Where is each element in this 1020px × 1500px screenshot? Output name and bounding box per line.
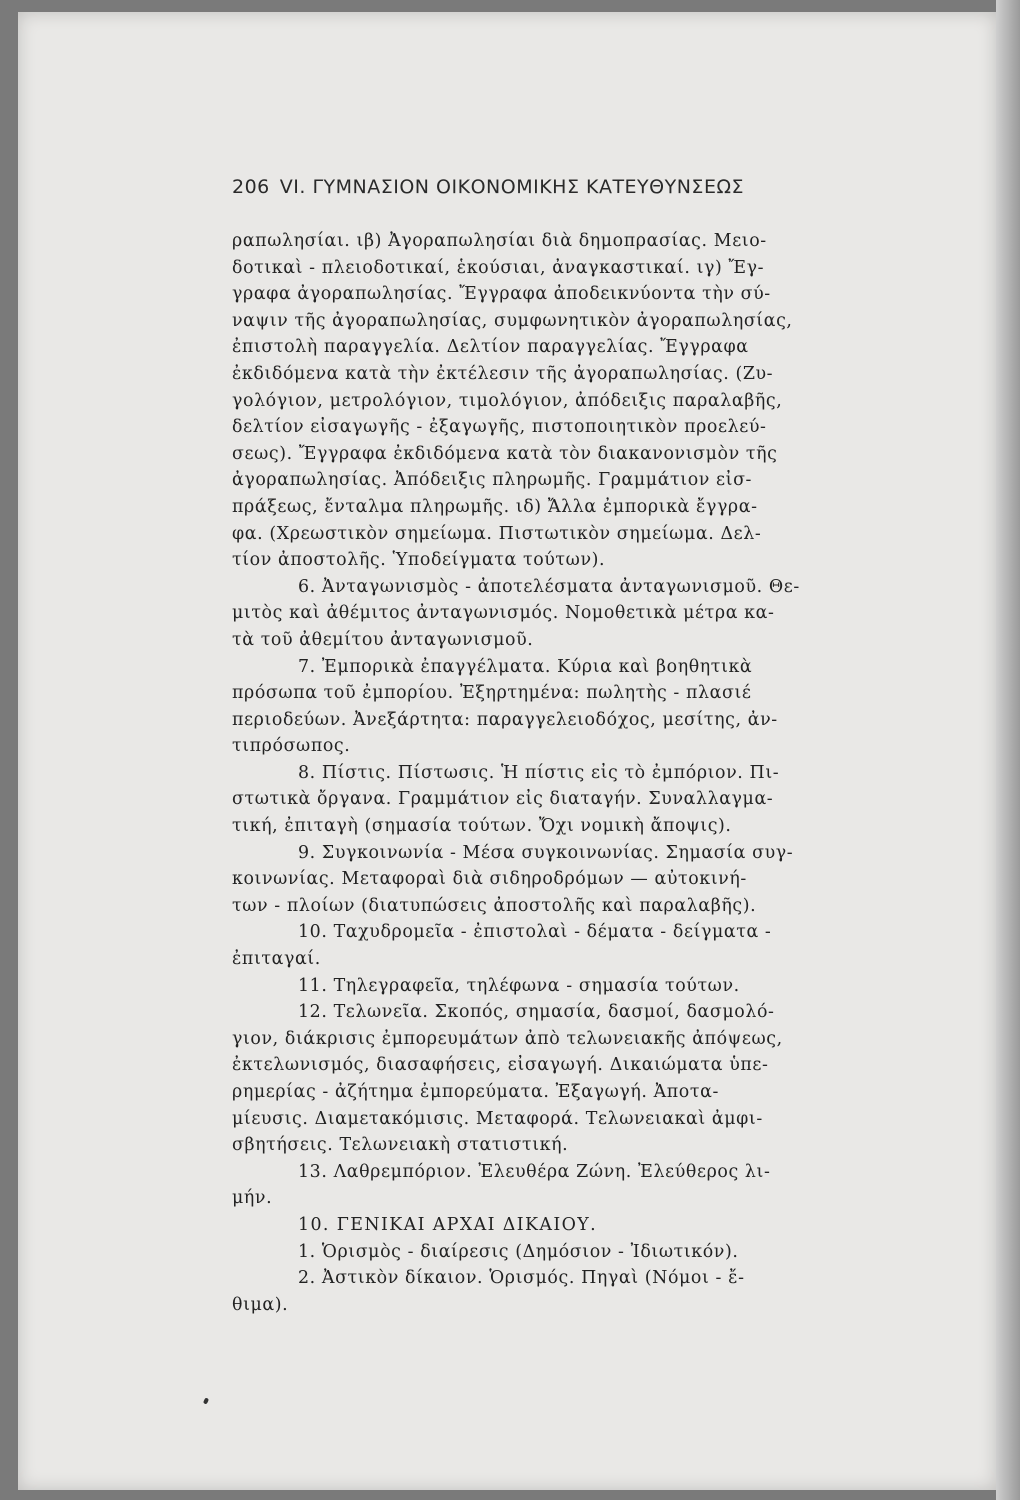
- text-line: 9. Συγκοινωνία - Μέσα συγκοινωνίας. Σημασία συγ-: [298, 842, 794, 863]
- running-header: [232, 176, 872, 198]
- text-line: πρόσωπα τοῦ ἐμπορίου. Ἐξηρτημένα: πωλητὴς - πλασιέ: [232, 683, 752, 704]
- text-line: τιπρόσωπος.: [232, 736, 351, 757]
- text-line: 1. Ὁρισμὸς - διαίρεσις (Δημόσιον - Ἰδιωτικόν).: [298, 1241, 739, 1262]
- text-line: ἐκτελωνισμός, διασαφήσεις, εἰσαγωγή. Δικαιώματα ὑπε-: [232, 1055, 769, 1076]
- text-line: σεως). Ἔγγραφα ἐκδιδόμενα κατὰ τὸν διακανονισμὸν τῆς: [232, 443, 778, 464]
- text-line: τὰ τοῦ ἀθεμίτου ἀνταγωνισμοῦ.: [232, 629, 534, 650]
- text-line: στωτικὰ ὄργανα. Γραμμάτιον εἰς διαταγήν. Συναλλαγμα-: [232, 789, 774, 810]
- page-body: [232, 228, 888, 1318]
- text-line: ἐπιστολὴ παραγγελία. Δελτίον παραγγελίας. Ἔγγραφα: [232, 337, 749, 358]
- text-line: 11. Τηλεγραφεῖα, τηλέφωνα - σημασία τούτων.: [298, 975, 740, 996]
- text-line: σβητήσεις. Τελωνειακὴ στατιστική.: [232, 1135, 569, 1156]
- text-line: τική, ἐπιταγὴ (σημασία τούτων. Ὄχι νομικὴ ἄποψις).: [232, 816, 732, 837]
- text-line: ἐπιταγαί.: [232, 949, 321, 970]
- text-line: γολόγιον, μετρολόγιον, τιμολόγιον, ἀπόδειξις παραλαβῆς,: [232, 390, 783, 411]
- text-line: 6. Ἀνταγωνισμὸς - ἀποτελέσματα ἀνταγωνισμοῦ. Θε-: [298, 576, 800, 597]
- text-line: θιμα).: [232, 1294, 289, 1315]
- text-line: δοτικαὶ - πλειοδοτικαί, ἑκούσιαι, ἀναγκαστικαί. ιγ) Ἔγ-: [232, 257, 765, 278]
- text-line: 2. Ἀστικὸν δίκαιον. Ὁρισμός. Πηγαὶ (Νόμοι - ἔ-: [298, 1268, 745, 1289]
- text-line: ἀγοραπωλησίας. Ἀπόδειξις πληρωμῆς. Γραμμάτιον εἰσ-: [232, 470, 753, 491]
- text-line: κοινωνίας. Μεταφοραὶ διὰ σιδηροδρόμων — αὐτοκινή-: [232, 869, 747, 890]
- text-line: 12. Τελωνεῖα. Σκοπός, σημασία, δασμοί, δασμολό-: [298, 1002, 775, 1023]
- header-title: VI. ΓΥΜΝΑΣΙΟΝ ΟΙΚΟΝΟΜΙΚΗΣ ΚΑΤΕΥΘΥΝΣΕΩΣ: [279, 176, 744, 198]
- text-line: μιτὸς καὶ ἀθέμιτος ἀνταγωνισμός. Νομοθετικὰ μέτρα κα-: [232, 603, 775, 624]
- text-line: ραπωλησίαι. ιβ) Ἀγοραπωλησίαι διὰ δημοπρασίας. Μειο-: [232, 231, 767, 251]
- text-line: γιον, διάκρισις ἐμπορευμάτων ἀπὸ τελωνειακῆς ἀπόψεως,: [232, 1028, 783, 1049]
- text-line: γραφα ἀγοραπωλησίας. Ἔγγραφα ἀποδεικνύοντα τὴν σύ-: [232, 284, 771, 305]
- text-line: τίον ἀποστολῆς. Ὑποδείγματα τούτων).: [232, 550, 606, 571]
- text-line: φα. (Χρεωστικὸν σημείωμα. Πιστωτικὸν σημείωμα. Δελ-: [232, 523, 762, 544]
- page-number: 206: [232, 176, 270, 198]
- text-line: πράξεως, ἔνταλμα πληρωμῆς. ιδ) Ἄλλα ἐμπορικὰ ἔγγρα-: [232, 496, 758, 517]
- text-line: ἐκδιδόμενα κατὰ τὴν ἐκτέλεσιν τῆς ἀγοραπωλησίας. (Ζυ-: [232, 363, 774, 384]
- text-line: ρημερίας - ἀζήτημα ἐμπορεύματα. Ἐξαγωγή. Ἀποτα-: [232, 1082, 719, 1102]
- text-line: 7. Ἐμπορικὰ ἐπαγγέλματα. Κύρια καὶ βοηθητικὰ: [298, 656, 753, 677]
- scan-edge: [996, 0, 1020, 1500]
- text-line: ναψιν τῆς ἀγοραπωλησίας, συμφωνητικὸν ἀγοραπωλησίας,: [232, 310, 793, 331]
- text-line: 13. Λαθρεμπόριον. Ἐλευθέρα Ζώνη. Ἐλεύθερος λι-: [298, 1161, 771, 1182]
- text-line: 10. Ταχυδρομεῖα - ἐπιστολαὶ - δέματα - δείγματα -: [298, 922, 772, 943]
- text-line: μήν.: [232, 1188, 273, 1209]
- text-line: περιοδεύων. Ἀνεξάρτητα: παραγγελειοδόχος, μεσίτης, ἀν-: [232, 709, 778, 730]
- section-heading: 10. ΓΕΝΙΚΑΙ ΑΡΧΑΙ ΔΙΚΑΙΟΥ.: [298, 1214, 598, 1235]
- text-line: των - πλοίων (διατυπώσεις ἀποστολῆς καὶ παραλαβῆς).: [232, 895, 757, 916]
- text-line: μίευσις. Διαμετακόμισις. Μεταφορά. Τελωνειακαὶ ἀμφι-: [232, 1108, 763, 1129]
- text-line: 8. Πίστις. Πίστωσις. Ἡ πίστις εἰς τὸ ἐμπόριον. Πι-: [298, 762, 780, 783]
- text-line: δελτίον εἰσαγωγῆς - ἐξαγωγῆς, πιστοποιητικὸν προελεύ-: [232, 417, 767, 438]
